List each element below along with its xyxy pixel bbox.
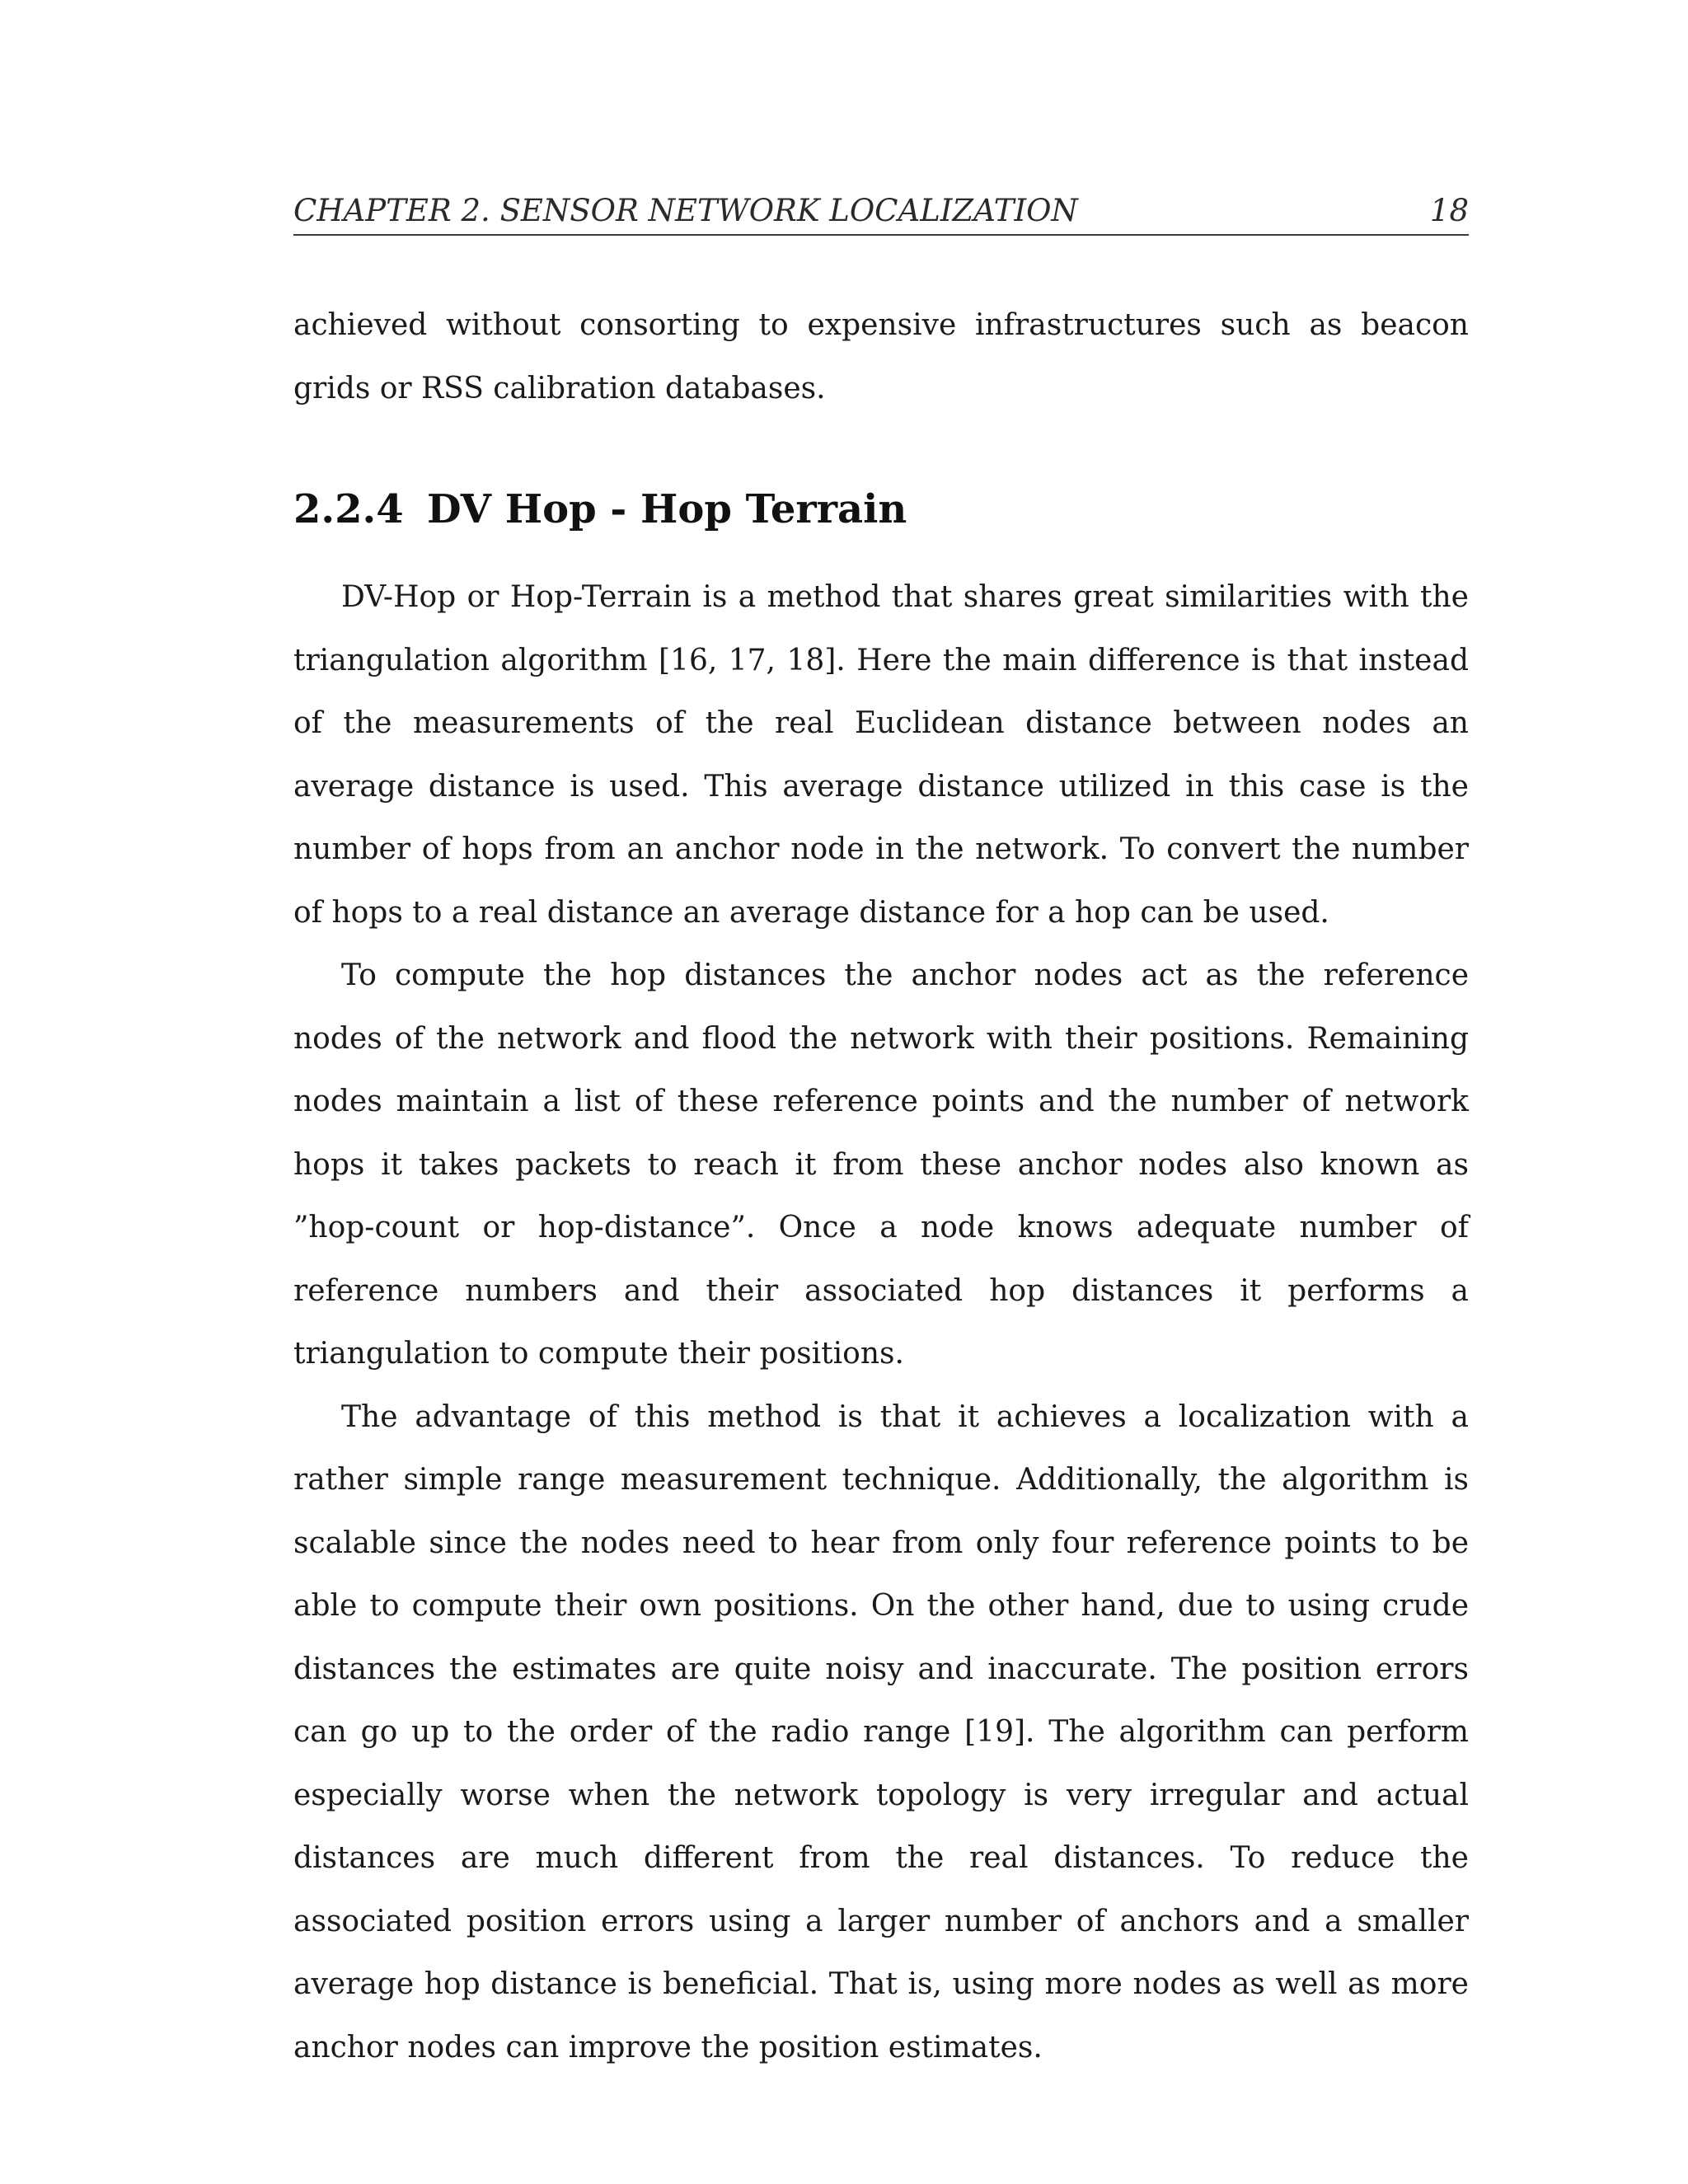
section-heading: [293, 478, 1469, 541]
section-body: [293, 566, 1469, 2079]
section-number: 2.2.4: [293, 486, 404, 532]
intro-paragraph-block: [293, 294, 1469, 420]
intro-paragraph: achieved without consorting to expensive infrastructures such as beacon grids or RSS calibration databases.: [293, 308, 1469, 405]
paragraph-2: To compute the hop distances the anchor nodes act as the reference nodes of the network and flood the network with their positions. Remaining nodes maintain a list of these reference points and the number of network hops it takes packets to reach it from these anchor nodes also known as ”hop-count or hop-distance”. Once a node knows adequate number of reference numbers and their associated hop distances it performs a triangulation to compute their positions.: [293, 958, 1469, 1371]
paragraph-1: DV-Hop or Hop-Terrain is a method that shares great similarities with the triangulation algorithm [16, 17, 18]. Here the main difference is that instead of the measurements of the real Euclidean distance between nodes an average distance is used. This average distance utilized in this case is the number of hops from an anchor node in the network. To convert the number of hops to a real distance an average distance for a hop can be used.: [293, 580, 1469, 930]
paragraph-3: The advantage of this method is that it achieves a localization with a rather simple range measurement technique. Additionally, the algorithm is scalable since the nodes need to hear from only four reference points to be able to compute their own positions. On the other hand, due to using crude distances the estimates are quite noisy and inaccurate. The position errors can go up to the order of the radio range [19]. The algorithm can perform especially worse when the network topology is very irregular and actual distances are much different from the real distances. To reduce the associated position errors using a larger number of anchors and a smaller average hop distance is beneficial. That is, using more nodes as well as more anchor nodes can improve the position estimates.: [293, 1399, 1469, 2064]
chapter-title: CHAPTER 2. SENSOR NETWORK LOCALIZATION: [293, 193, 1078, 228]
page-number: 18: [1429, 193, 1469, 228]
section-title: DV Hop - Hop Terrain: [427, 486, 907, 532]
running-header: [293, 188, 1469, 236]
